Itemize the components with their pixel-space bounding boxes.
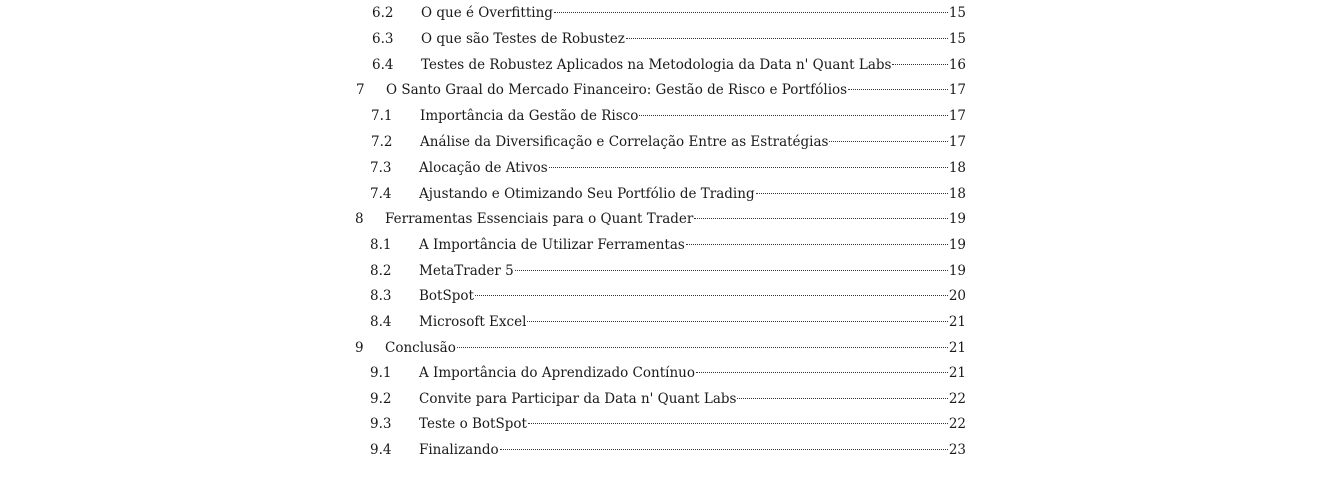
toc-number: 9.3 — [370, 416, 392, 432]
toc-title: MetaTrader 5 — [419, 263, 514, 279]
dot-leader — [848, 89, 948, 90]
toc-number: 7.4 — [370, 186, 392, 202]
dot-leader — [549, 167, 948, 168]
toc-page-number: 15 — [948, 5, 966, 21]
dot-leader — [756, 193, 948, 194]
toc-number: 9.1 — [370, 365, 392, 381]
toc-page-number: 19 — [948, 237, 966, 253]
toc-title: O que é Overfitting — [421, 5, 553, 21]
dot-leader — [515, 270, 948, 271]
toc-entry-8-1[interactable] — [370, 232, 966, 258]
toc-page-number: 16 — [948, 57, 966, 73]
toc-page-number: 18 — [948, 160, 966, 176]
dot-leader — [500, 449, 948, 450]
dot-leader — [527, 321, 947, 322]
toc-page-number: 22 — [948, 391, 966, 407]
toc-title: BotSpot — [419, 288, 474, 304]
toc-page-number: 18 — [948, 186, 966, 202]
toc-entry-9-1[interactable] — [370, 360, 966, 386]
toc-entry-6-3[interactable] — [372, 26, 966, 52]
toc-number: 6.3 — [372, 31, 394, 47]
dot-leader — [639, 115, 947, 116]
dot-leader — [829, 141, 947, 142]
toc-entry-7-1[interactable] — [371, 103, 966, 129]
toc-entry-7-4[interactable] — [370, 181, 966, 207]
toc-entry-9-2[interactable] — [370, 386, 966, 412]
toc-page-number: 17 — [948, 82, 966, 98]
toc-number: 7.1 — [371, 108, 393, 124]
dot-leader — [694, 218, 947, 219]
toc-page-number: 21 — [948, 365, 966, 381]
toc-title: Ferramentas Essenciais para o Quant Trader — [385, 211, 694, 227]
toc-entry-9-4[interactable] — [370, 437, 966, 463]
toc-number: 6.4 — [372, 57, 394, 73]
toc-title: Convite para Participar da Data n' Quant Labs — [419, 391, 737, 407]
toc-title: Conclusão — [385, 340, 456, 356]
toc-entry-6-4[interactable] — [372, 52, 966, 78]
toc-entry-8-4[interactable] — [370, 309, 966, 335]
toc-entry-8-2[interactable] — [370, 258, 966, 284]
toc-entry-9-3[interactable] — [370, 411, 966, 437]
toc-number: 9 — [355, 340, 364, 356]
toc-title: O que são Testes de Robustez — [421, 31, 625, 47]
toc-entry-7-3[interactable] — [370, 155, 966, 181]
dot-leader — [457, 347, 948, 348]
toc-entry-7-2[interactable] — [371, 129, 966, 155]
dot-leader — [737, 398, 947, 399]
toc-page-number: 15 — [948, 31, 966, 47]
toc-number: 6.2 — [372, 5, 394, 21]
toc-number: 7 — [356, 82, 365, 98]
toc-number: 9.2 — [370, 391, 392, 407]
toc-page-number: 21 — [948, 340, 966, 356]
toc-entry-8[interactable] — [355, 206, 966, 232]
toc-page-number: 17 — [948, 134, 966, 150]
toc-number: 7.3 — [370, 160, 392, 176]
toc-number: 9.4 — [370, 442, 392, 458]
toc-entry-8-3[interactable] — [370, 283, 966, 309]
dot-leader — [475, 295, 948, 296]
dot-leader — [696, 372, 948, 373]
dot-leader — [686, 244, 948, 245]
toc-title: A Importância de Utilizar Ferramentas — [419, 237, 685, 253]
toc-number: 8.4 — [370, 314, 392, 330]
toc-page-number: 22 — [948, 416, 966, 432]
toc-page-number: 23 — [948, 442, 966, 458]
toc-title: Microsoft Excel — [419, 314, 527, 330]
toc-title: Ajustando e Otimizando Seu Portfólio de Trading — [419, 186, 755, 202]
toc-number: 8.3 — [370, 288, 392, 304]
toc-page-number: 21 — [948, 314, 966, 330]
toc-number: 8.1 — [370, 237, 392, 253]
toc-page-number: 19 — [948, 263, 966, 279]
toc-page-number: 17 — [948, 108, 966, 124]
dot-leader — [892, 64, 947, 65]
toc-title: O Santo Graal do Mercado Financeiro: Gestão de Risco e Portfólios — [386, 82, 848, 98]
toc-number: 8 — [355, 211, 364, 227]
dot-leader — [554, 12, 948, 13]
toc-title: Análise da Diversificação e Correlação Entre as Estratégias — [420, 134, 829, 150]
dot-leader — [626, 38, 948, 39]
toc-entry-6-2[interactable] — [372, 0, 966, 26]
toc-page-number: 20 — [948, 288, 966, 304]
toc-page-number: 19 — [948, 211, 966, 227]
toc-title: Alocação de Ativos — [419, 160, 548, 176]
toc-title: Importância da Gestão de Risco — [420, 108, 639, 124]
toc-title: Finalizando — [419, 442, 499, 458]
toc-title: A Importância do Aprendizado Contínuo — [419, 365, 695, 381]
toc-number: 8.2 — [370, 263, 392, 279]
toc-entry-9[interactable] — [355, 335, 966, 361]
toc-entry-7[interactable] — [356, 77, 966, 103]
dot-leader — [528, 423, 948, 424]
toc-title: Teste o BotSpot — [419, 416, 527, 432]
toc-title: Testes de Robustez Aplicados na Metodologia da Data n' Quant Labs — [421, 57, 892, 73]
toc-number: 7.2 — [371, 134, 393, 150]
